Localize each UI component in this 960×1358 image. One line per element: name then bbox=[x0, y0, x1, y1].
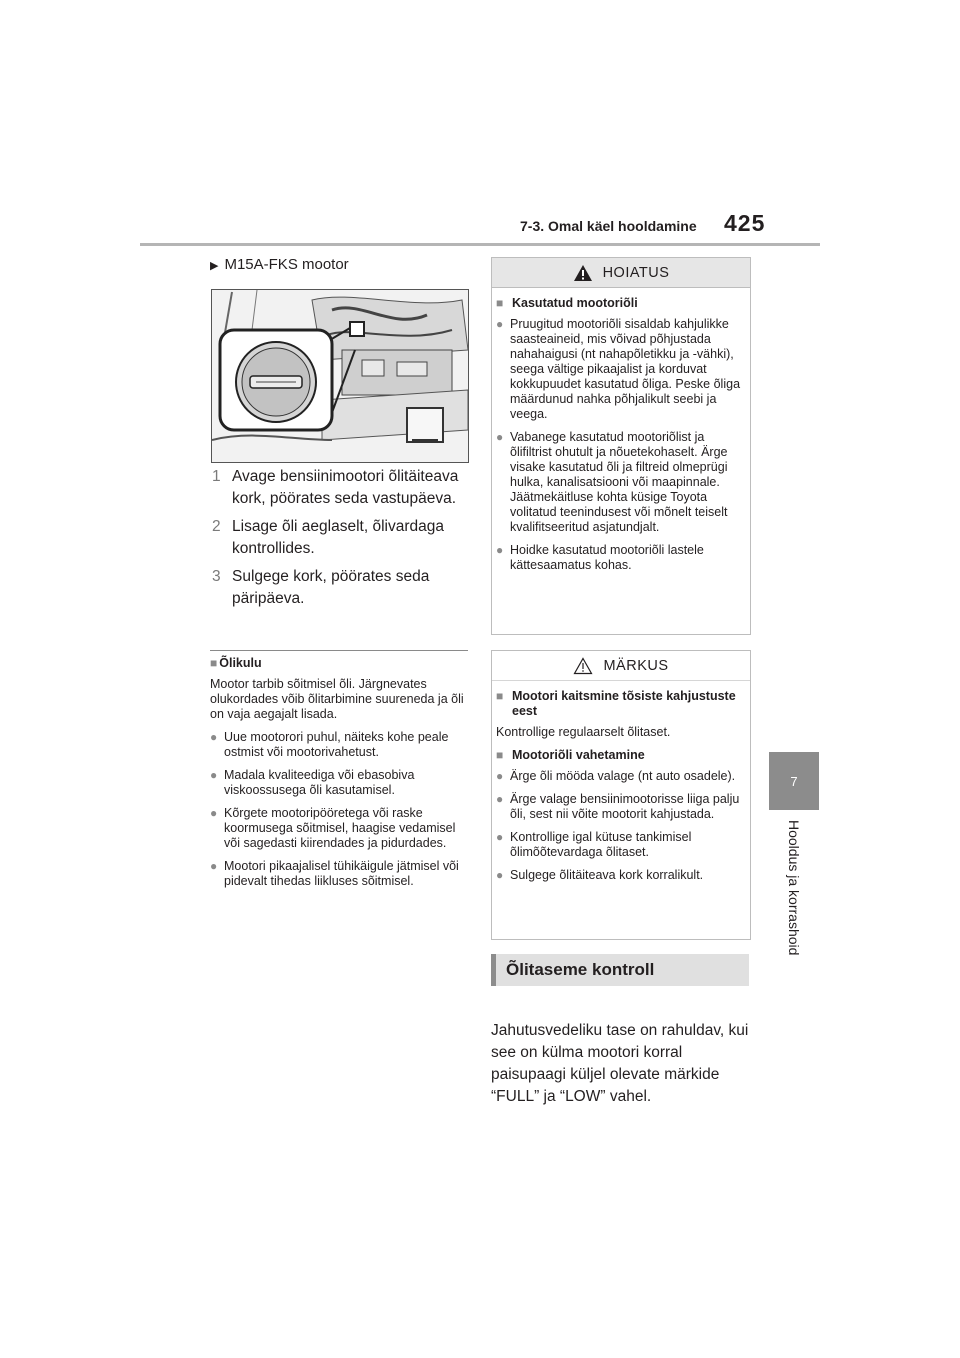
notice-header bbox=[492, 651, 750, 681]
section-title: 7-3. Omal käel hooldamine bbox=[520, 218, 697, 234]
list-item: ● Hoidke kasutatud mootoriõli lastele kättesaamatus kohas. bbox=[496, 543, 704, 572]
bullet-icon: ● bbox=[496, 792, 504, 806]
warning-heading: ■ Kasutatud mootoriõli bbox=[496, 296, 638, 310]
step-1: 1 Avage bensiinimootori õlitäiteava kork, pöörates seda vastupäeva. bbox=[212, 468, 459, 507]
page-number: 425 bbox=[724, 210, 766, 236]
warning-header bbox=[492, 258, 750, 288]
bullet-icon: ● bbox=[210, 806, 218, 820]
warning-title: HOIATUS bbox=[602, 264, 670, 281]
step-2: 2 Lisage õli aeglaselt, õlivardaga kontrollides. bbox=[212, 518, 444, 557]
bullet-icon: ● bbox=[210, 859, 218, 873]
notice-heading-1: ■ Mootori kaitsmine tõsiste kahjustuste eest bbox=[496, 689, 736, 718]
oil-consumption-heading: ■ Õlikulu bbox=[210, 656, 262, 670]
square-bullet-icon: ■ bbox=[210, 656, 218, 670]
chapter-number: 7 bbox=[790, 773, 798, 789]
oil-consumption-intro: Mootor tarbib sõitmisel õli. Järgnevates olukordades võib õlitarbimine suureneda ja õli on vaja aegajalt lisada. bbox=[210, 677, 464, 721]
list-item: ● Pruugitud mootoriõli sisaldab kahjulikke saasteaineid, mis võivad põhjustada nahahaigusi (nt nahapõletikku ja -vähki), seega vältige pikaajalist ja korduvat kokkupuudet kasutatud õliga. Peske õliga määrdunud nahka põhjalikult seebi ja veega. bbox=[496, 317, 741, 421]
bullet-icon: ● bbox=[496, 830, 504, 844]
oil-level-check-heading: Õlitaseme kontroll bbox=[491, 954, 749, 986]
list-item: ● Madala kvaliteediga või ebasobiva viskoossusega õli kasutamisel. bbox=[210, 768, 415, 797]
procedure-steps bbox=[212, 466, 474, 616]
bullet-icon: ● bbox=[496, 868, 504, 882]
notice-title: MÄRKUS bbox=[603, 657, 669, 674]
chapter-tab bbox=[769, 752, 819, 810]
notice-box bbox=[491, 650, 751, 940]
chapter-title: Hooldus ja korrashoid bbox=[786, 820, 802, 956]
list-item: ● Mootori pikaajalisel tühikäigule jätmisel või pidevalt tihedas liikluses sõitmisel. bbox=[210, 859, 459, 888]
square-bullet-icon: ■ bbox=[496, 748, 504, 762]
step-3: 3 Sulgege kork, pöörates seda päripäeva. bbox=[212, 568, 430, 607]
warning-icon bbox=[573, 264, 593, 282]
bullet-icon: ● bbox=[210, 768, 218, 782]
bullet-icon: ● bbox=[496, 430, 504, 444]
heading-accent-bar bbox=[491, 954, 496, 986]
header-rule bbox=[140, 243, 820, 246]
list-item: ● Kontrollige igal kütuse tankimisel õlimõõtevardaga õlitaset. bbox=[496, 830, 692, 859]
caution-icon bbox=[573, 657, 593, 675]
list-item: ● Uue mootorori puhul, näiteks kohe peale ostmist või mootorivahetust. bbox=[210, 730, 449, 759]
list-item: ● Kõrgete mootoripööretega või raske koormusega sõitmisel, haagise vedamisel või sagedasti kiirendades ja pidurdades. bbox=[210, 806, 456, 850]
list-item: ● Ärge valage bensiinimootorisse liiga palju õli, sest nii võite mootorit kahjustada. bbox=[496, 792, 740, 821]
square-bullet-icon: ■ bbox=[496, 296, 504, 310]
warning-box bbox=[491, 257, 751, 635]
list-item: ● Sulgege õlitäiteava kork korralikult. bbox=[496, 868, 704, 882]
warning-body bbox=[492, 288, 750, 589]
bullet-icon: ● bbox=[210, 730, 218, 744]
notice-text-1: Kontrollige regulaarselt õlitaset. bbox=[496, 725, 671, 739]
list-item: ● Vabanege kasutatud mootoriõlist ja õlifiltrist ohutult ja nõuetekohaselt. Ärge visake kasutatud õli ja filtreid olmeprügi hulka, kanalisatsiooni või maapinnale. Jäätmekäitluse kohta küsige Toyota volitatud teenindusest või mõnelt teiselt kvalifitseeritud asjatundjalt. bbox=[496, 430, 728, 534]
engine-illustration bbox=[211, 289, 469, 463]
coolant-level-paragraph: Jahutusvedeliku tase on rahuldav, kui see on külma mootori korral paisupaagi küljel olevate märkide “FULL” ja “LOW” vahel. bbox=[491, 1022, 749, 1105]
section-divider bbox=[210, 650, 468, 651]
bullet-icon: ● bbox=[496, 543, 504, 557]
bullet-icon: ● bbox=[496, 317, 504, 331]
bullet-icon: ● bbox=[496, 769, 504, 783]
notice-body bbox=[492, 681, 750, 899]
square-bullet-icon: ■ bbox=[496, 689, 504, 703]
engine-subheading: ▶ M15A-FKS mootor bbox=[210, 256, 349, 273]
notice-heading-2: ■ Mootoriõli vahetamine bbox=[496, 748, 645, 762]
triangle-icon: ▶ bbox=[210, 260, 219, 272]
list-item: ● Ärge õli mööda valage (nt auto osadele). bbox=[496, 769, 736, 783]
oil-consumption-section bbox=[210, 656, 472, 897]
